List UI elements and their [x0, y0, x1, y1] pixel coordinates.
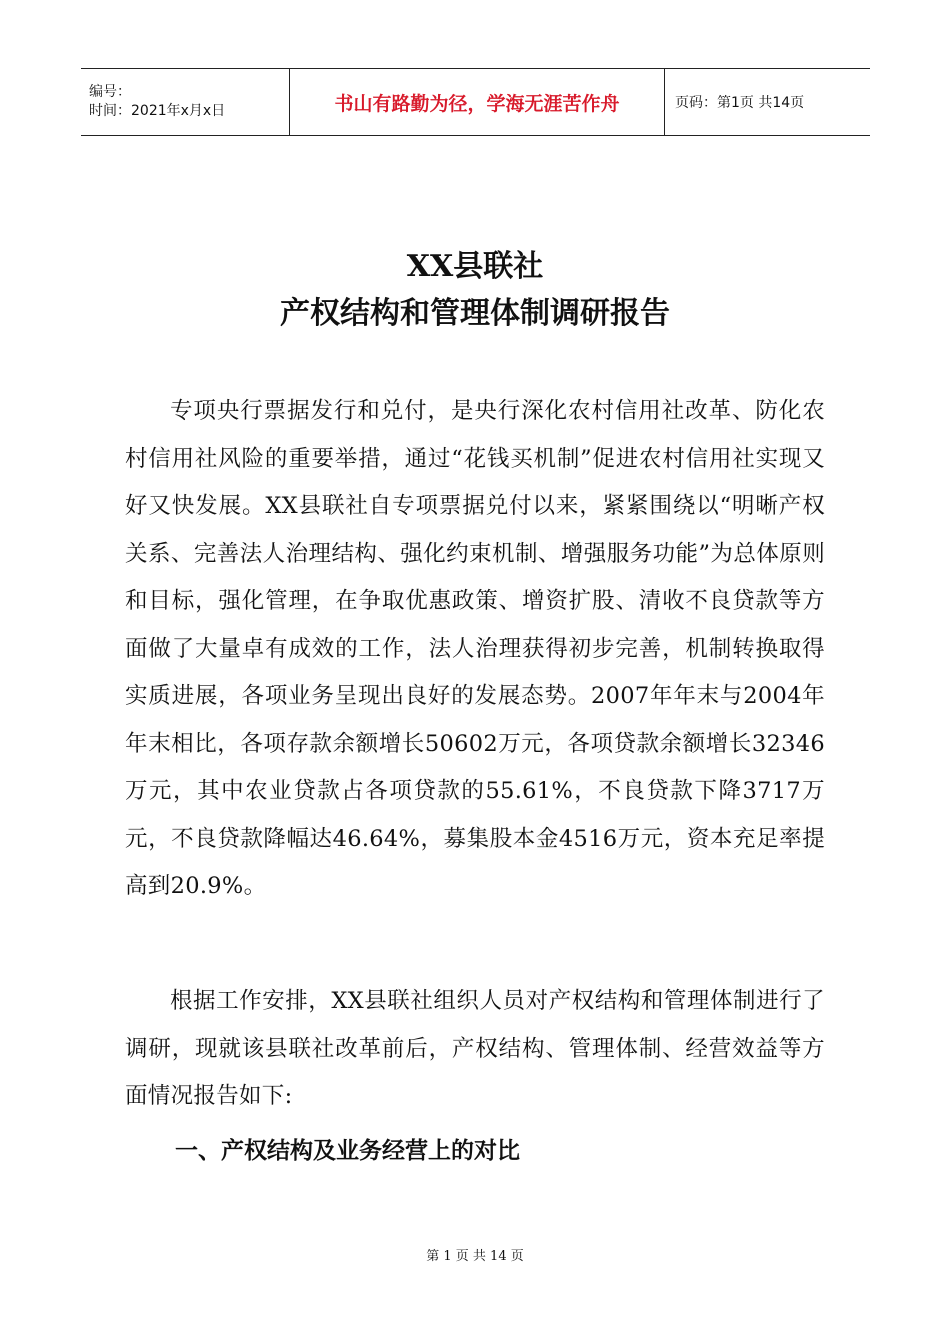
- body-paragraph-2: 根据工作安排，XX县联社组织人员对产权结构和管理体制进行了调研，现就该县联社改革前后，产权结构、管理体制、经营效益等方面情况报告如下:: [125, 988, 825, 1109]
- header-meta: [81, 69, 290, 136]
- section-heading-1: 一、产权结构及业务经营上的对比: [175, 1138, 520, 1164]
- document-date: 时间：2021年x月x日: [89, 103, 226, 119]
- header-motto: 书山有路勤为径，学海无涯苦作舟: [290, 69, 665, 136]
- header-page-code: 页码：第1页 共14页: [665, 69, 871, 136]
- body-paragraph-1: 专项央行票据发行和兑付，是央行深化农村信用社改革、防化农村信用社风险的重要举措，通过“花钱买机制”促进农村信用社实现又好又快发展。XX县联社自专项票据兑付以来，紧紧围绕以“明晰产权关系、完善法人治理结构、强化约束机制、增强服务功能”为总体原则和目标，强化管理，在争取优惠政策、增资扩股、清收不良贷款等方面做了大量卓有成效的工作，法人治理获得初步完善，机制转换取得实质进展，各项业务呈现出良好的发展态势。2007年年末与2004年年末相比，各项存款余额增长50602万元，各项贷款余额增长32346万元，其中农业贷款占各项贷款的55.61%，不良贷款下降3717万元，不良贷款降幅达46.64%，募集股本金4516万元，资本充足率提高到20.9%。: [125, 398, 825, 899]
- document-title-line1: XX县联社: [406, 249, 544, 284]
- document-number-label: 编号：: [89, 84, 131, 100]
- page-header: [81, 68, 870, 136]
- page-footer: 第 1 页 共 14 页: [426, 1249, 524, 1264]
- document-title-line2: 产权结构和管理体制调研报告: [280, 296, 670, 331]
